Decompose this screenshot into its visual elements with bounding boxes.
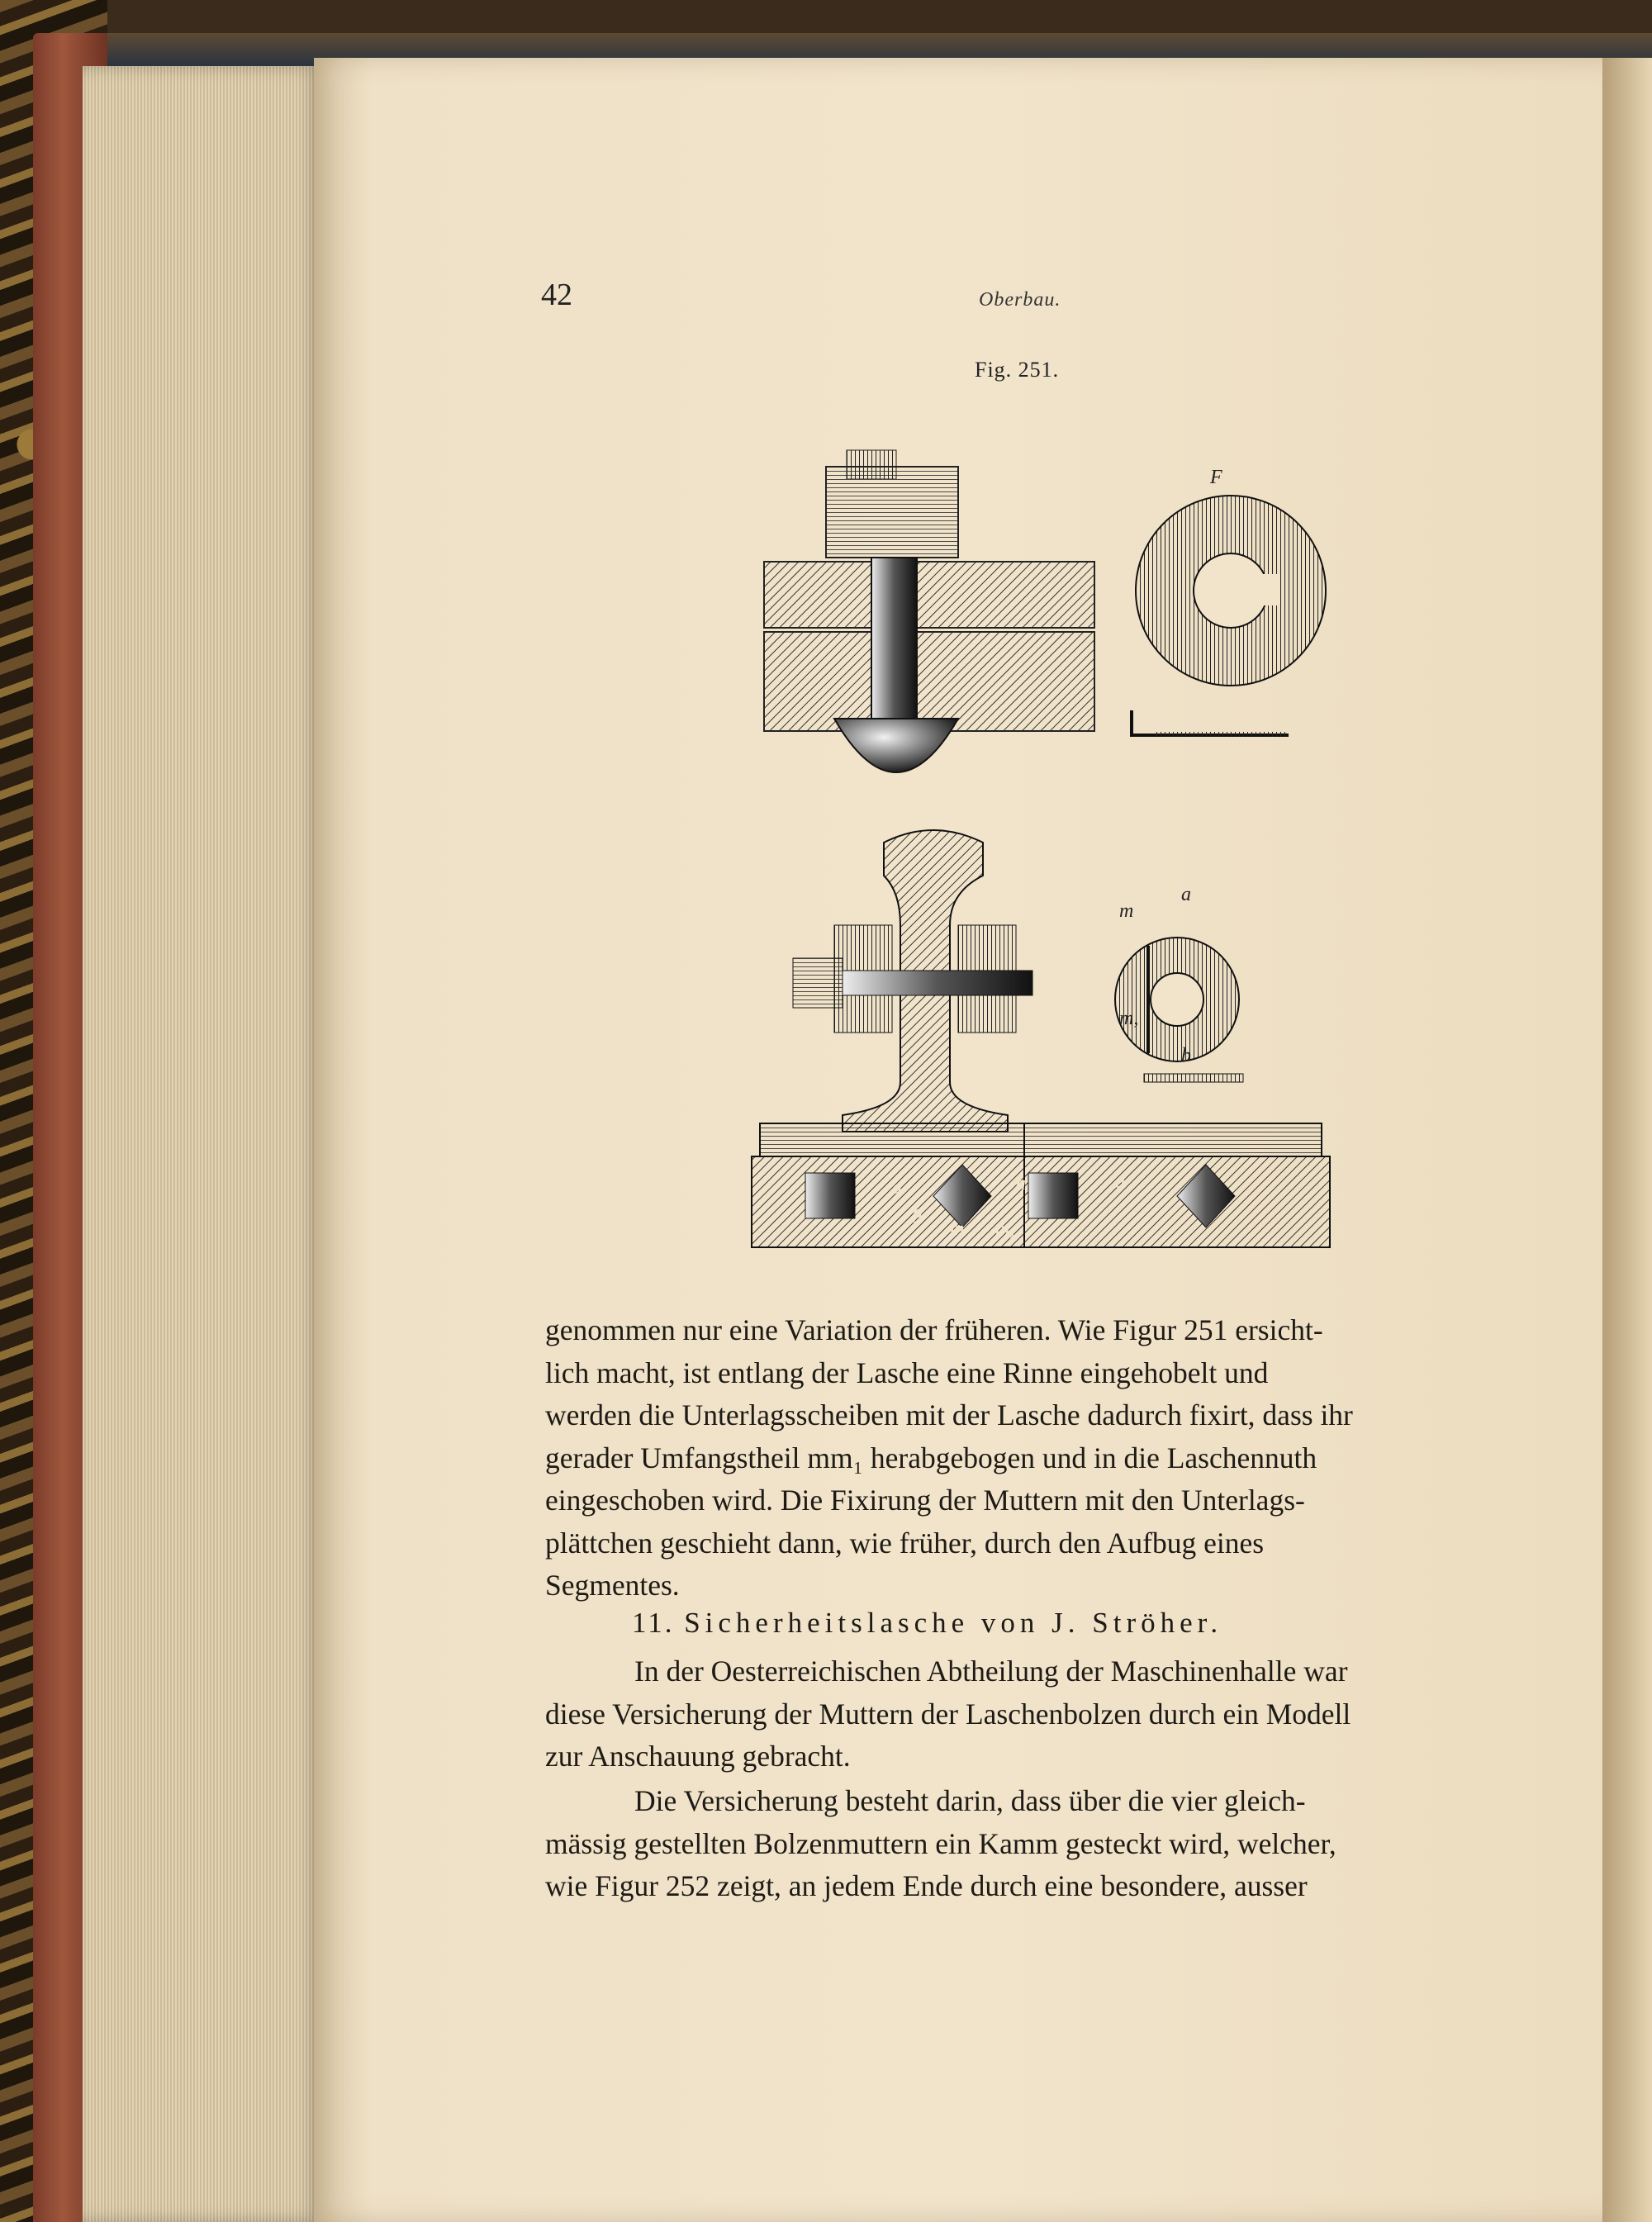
label-m1-plate: m, xyxy=(995,1218,1015,1240)
text-line: In der Oesterreichischen Abtheilung der Maschinenhalle war xyxy=(634,1655,1348,1688)
text-line: Segmentes. xyxy=(545,1569,680,1602)
label-a-washer: a xyxy=(1181,884,1191,905)
next-page-edge xyxy=(1602,58,1652,2222)
section-heading xyxy=(632,1607,1222,1640)
text-line: eingeschoben wird. Die Fixirung der Muttern mit den Unterlags- xyxy=(545,1484,1305,1517)
section-number: 11. xyxy=(632,1607,675,1639)
label-a-plate-3: a xyxy=(1115,1171,1125,1193)
section-title: Sicherheitslasche von J. Ströher. xyxy=(684,1607,1223,1639)
text-line: plättchen geschieht dann, wie früher, durch den Aufbug eines xyxy=(545,1526,1265,1560)
figure-engraving xyxy=(743,430,1338,1272)
text-line: werden die Unterlagsscheiben mit der Lasche dadurch fixirt, dass ihr xyxy=(545,1398,1353,1431)
text-line: Die Versicherung besteht darin, dass über die vier gleich- xyxy=(634,1784,1306,1817)
paragraph-continuation xyxy=(545,1309,1470,1607)
label-a-plate-2: a xyxy=(1016,1173,1026,1194)
page-number: 42 xyxy=(541,278,572,312)
page-stack-edges xyxy=(83,66,322,2222)
text-line: zur Anschauung gebracht. xyxy=(545,1740,851,1773)
label-a-plate-1: a xyxy=(892,1177,902,1199)
figure-251 xyxy=(743,430,1338,1272)
running-head: Oberbau. xyxy=(979,289,1061,311)
bolt-section-drawing xyxy=(764,450,1094,772)
label-m1: m, xyxy=(1119,1008,1139,1029)
label-F: F xyxy=(1210,467,1222,488)
text-line: mässig gestellten Bolzenmuttern ein Kamm gesteckt wird, welcher, xyxy=(545,1826,1336,1860)
label-K: K xyxy=(1260,586,1274,608)
washer-plan-drawing xyxy=(1132,496,1326,737)
label-b: b xyxy=(1181,1045,1191,1066)
figure-caption: Fig. 251. xyxy=(975,358,1060,382)
rail-cross-section-drawing xyxy=(793,830,1032,1132)
text-line: genommen nur eine Variation der früheren. Wie Figur 251 ersicht- xyxy=(545,1313,1323,1346)
text-line: diese Versicherung der Muttern der Laschenbolzen durch ein Modell xyxy=(545,1697,1351,1731)
label-m-plate: m xyxy=(950,1218,965,1240)
paragraph-description xyxy=(545,1780,1470,1908)
label-m: m xyxy=(1119,900,1134,922)
paragraph-exhibition xyxy=(545,1650,1470,1778)
label-g: g xyxy=(913,1202,923,1223)
text-line: gerader Umfangstheil mm₁ herabgebogen und in die Laschennuth xyxy=(545,1441,1317,1474)
text-line: lich macht, ist entlang der Lasche eine Rinne eingehobelt und xyxy=(545,1356,1269,1389)
text-line: wie Figur 252 zeigt, an jedem Ende durch eine besondere, ausser xyxy=(545,1869,1308,1902)
fish-plate-elevation-drawing xyxy=(752,1123,1330,1247)
